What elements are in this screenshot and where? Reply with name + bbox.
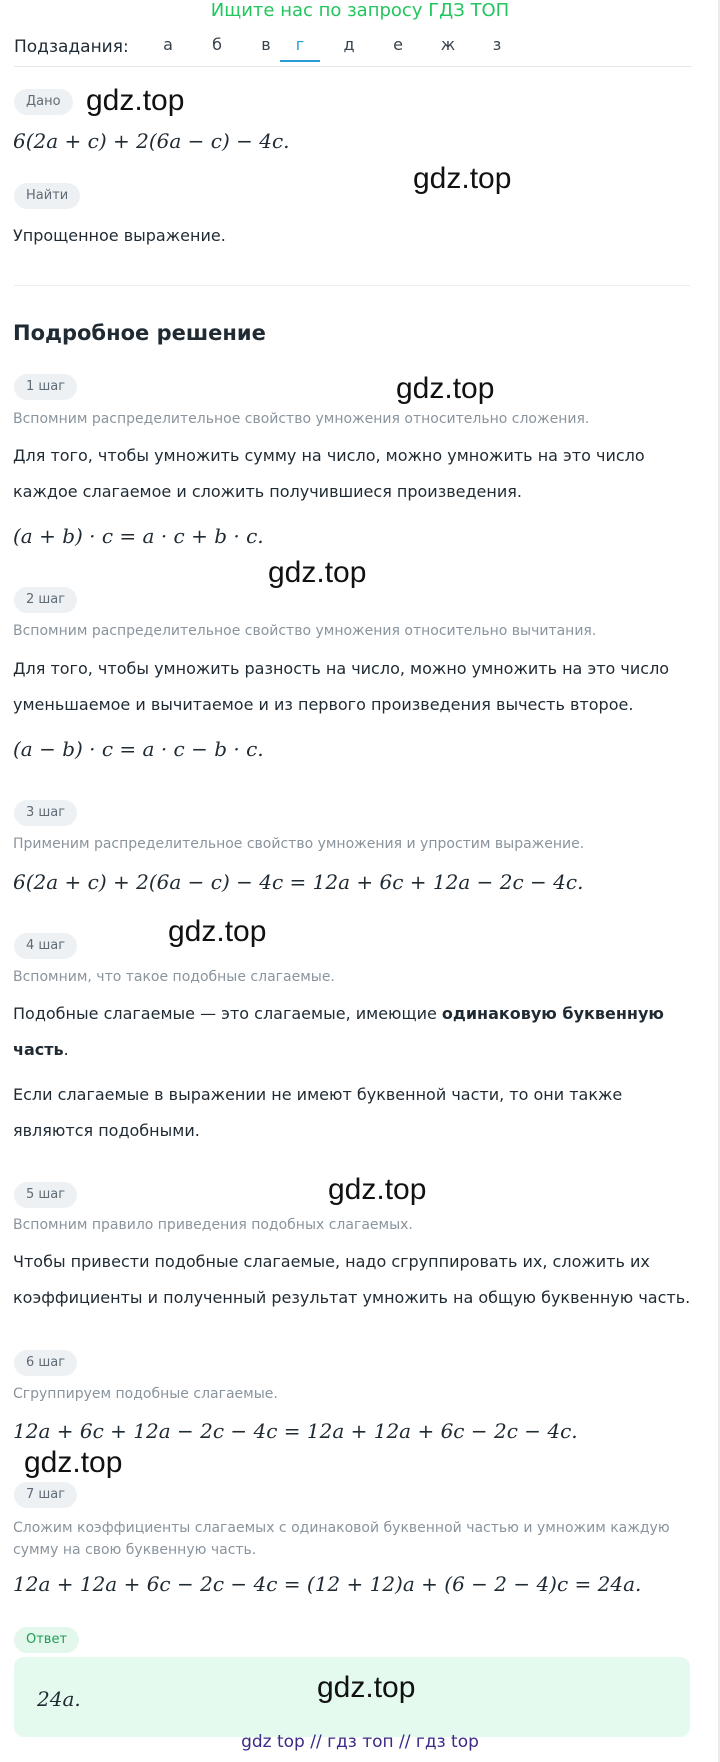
step-2-formula: (a − b) · c = a · c − b · c. [13,737,264,761]
tab-a[interactable]: а [163,35,173,54]
step-2-pill: 2 шаг [14,587,77,613]
section-divider [14,285,690,286]
watermark: gdz.top [396,372,495,405]
step-3-hint: Применим распределительное свойство умножения и упростим выражение. [13,836,585,852]
step-1-text: Для того, чтобы умножить сумму на число, можно умножить на это число каждое слагаемое и сложить получившиеся произведения. [13,446,645,501]
watermark: gdz.top [317,1671,416,1704]
step-3-formula: 6(2a + c) + 2(6a − c) − 4c = 12a + 6c + 12a − 2c − 4c. [13,870,584,894]
answer-pill: Ответ [14,1627,79,1653]
step-5-hint: Вспомним правило приведения подобных слагаемых. [13,1217,413,1233]
step-6-hint: Сгруппируем подобные слагаемые. [13,1386,278,1402]
step-5-text: Чтобы привести подобные слагаемые, надо сгруппировать их, сложить их коэффициенты и полученный результат умножить на общую буквенную часть. [13,1252,691,1307]
given-pill: Дано [14,89,73,115]
footer-links[interactable]: gdz top // гдз топ // гдз top [241,1732,479,1752]
step-4-text-2: Если слагаемые в выражении не имеют буквенной части, то они также являются подобными. [13,1085,623,1140]
find-text: Упрощенное выражение. [13,226,226,245]
step-4-pill: 4 шаг [14,933,77,959]
subtasks-bar [14,32,692,67]
tab-zh[interactable]: ж [440,35,456,54]
tab-g[interactable]: г [280,35,320,62]
tab-v[interactable]: в [261,35,271,54]
step-2-hint: Вспомним распределительное свойство умножения относительно вычитания. [13,623,597,639]
step-1-hint: Вспомним распределительное свойство умножения относительно сложения. [13,411,590,427]
step-1-formula: (a + b) · c = a · c + b · c. [13,524,264,548]
solution-title: Подробное решение [13,321,266,345]
watermark: gdz.top [86,84,185,117]
step-4-hint: Вспомним, что такое подобные слагаемые. [13,969,335,985]
step-4-text [13,996,693,1068]
search-banner: Ищите нас по запросу ГДЗ ТОП [210,0,510,21]
tab-z[interactable]: з [492,35,502,54]
answer-value: 24a. [37,1687,81,1711]
step-4-text-bold: одинаковую буквенную часть [13,1004,664,1059]
step-1-pill: 1 шаг [14,374,77,400]
tab-d[interactable]: д [343,35,355,54]
given-expression: 6(2a + c) + 2(6a − c) − 4c. [13,129,290,153]
subtasks-label: Подзадания: [14,37,129,57]
step-7-pill: 7 шаг [14,1482,77,1508]
watermark: gdz.top [413,162,512,195]
find-pill: Найти [14,183,80,209]
step-7-hint: Сложим коэффициенты слагаемых с одинаковой буквенной частью и умножим каждую сумму на свою буквенную часть. [13,1520,670,1558]
step-6-pill: 6 шаг [14,1350,77,1376]
watermark: gdz.top [328,1173,427,1206]
tab-b[interactable]: б [212,35,222,54]
step-4-text-before: Подобные слагаемые — это слагаемые, имеющие [13,1004,442,1023]
watermark: gdz.top [168,915,267,948]
step-4-text-after: . [63,1040,69,1059]
step-5-pill: 5 шаг [14,1182,77,1208]
step-6-formula: 12a + 6c + 12a − 2c − 4c = 12a + 12a + 6c − 2c − 4c. [13,1419,578,1443]
step-7-formula: 12a + 12a + 6c − 2c − 4c = (12 + 12)a + (6 − 2 − 4)c = 24a. [13,1572,642,1596]
watermark: gdz.top [268,556,367,589]
tab-e[interactable]: е [393,35,403,54]
step-2-text: Для того, чтобы умножить разность на число, можно умножить на это число уменьшаемое и вычитаемое и из первого произведения вычесть второе. [13,659,670,714]
watermark: gdz.top [24,1446,123,1479]
step-3-pill: 3 шаг [14,800,77,826]
